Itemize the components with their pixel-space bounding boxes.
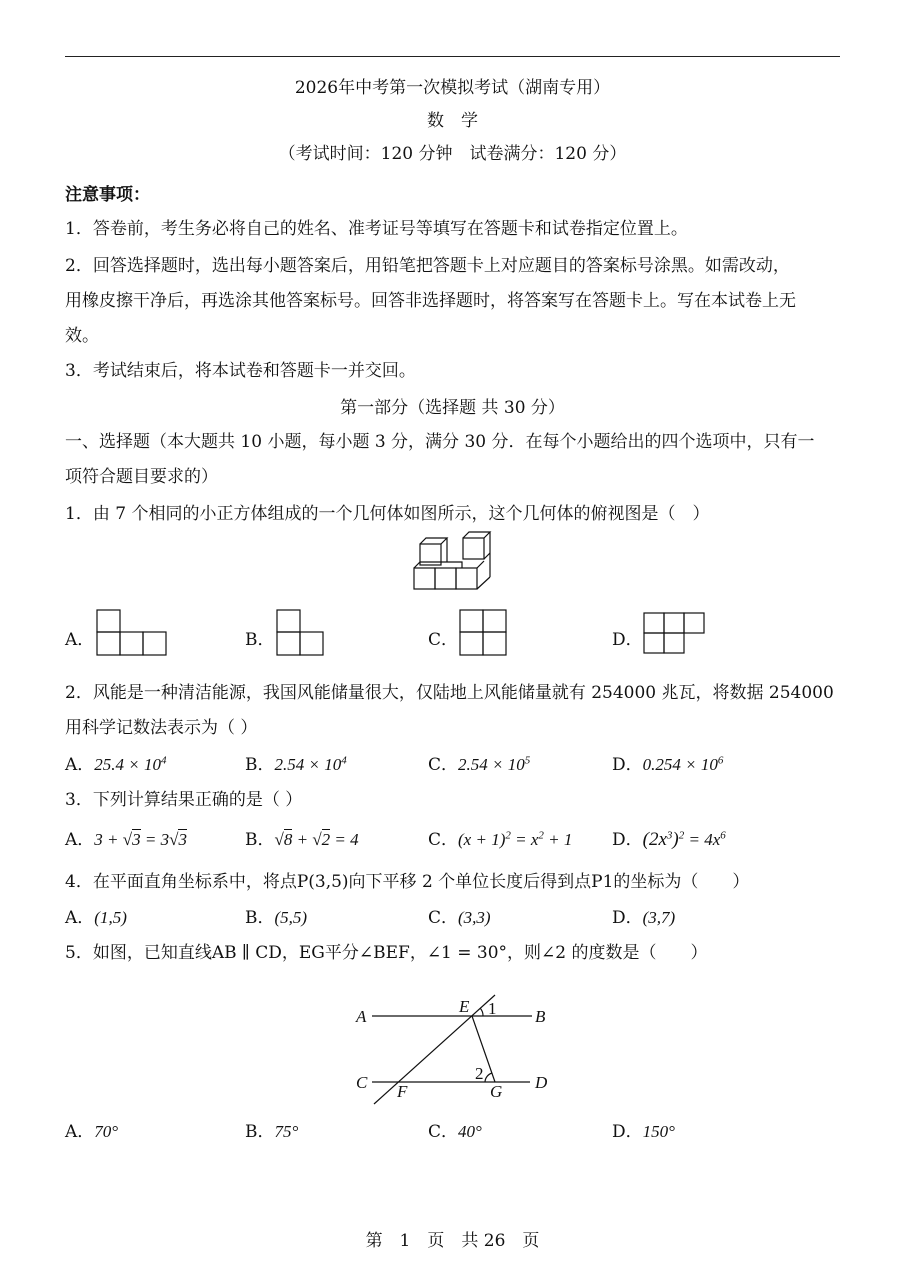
q4-option-b: B．(5,5)	[245, 908, 308, 928]
section-line-1: 一、选择题（本大题共 10 小题，每小题 3 分，满分 30 分．在每个小题给出的四个选项中，只有一	[65, 432, 815, 452]
label-f: F	[397, 1082, 408, 1101]
q1-option-c-figure	[459, 609, 509, 656]
q2-option-c: C．$2.54 \times 10^5$	[428, 754, 531, 775]
q1-option-a-figure	[96, 609, 168, 656]
notice-item-2-line2: 用橡皮擦干净后，再选涂其他答案标号。回答非选择题时，将答案写在答题卡上。写在本试卷上无	[65, 291, 796, 311]
label-b: B	[535, 1007, 546, 1026]
q3-option-a: A．3 + √3 = 3√3	[65, 830, 187, 850]
q1-option-d-label: D．	[612, 630, 643, 650]
notice-item-2-line3: 效。	[65, 326, 99, 346]
q5-parallel-lines-figure	[350, 995, 560, 1110]
q5-option-b: B．75°	[245, 1122, 299, 1142]
q1-option-a-label: A．	[65, 630, 95, 650]
q2-option-d: D．$0.254 \times 10^6$	[612, 754, 724, 775]
notice-item-2-line1: 2．回答选择题时，选出每小题答案后，用铅笔把答题卡上对应题目的答案标号涂黑。如需改动，	[65, 256, 790, 276]
q5-option-c: C．40°	[428, 1122, 482, 1142]
angle-2-arc	[485, 1073, 492, 1082]
label-e: E	[459, 997, 470, 1016]
q2-stem-line2: 用科学记数法表示为（ ）	[65, 718, 258, 738]
notice-item-3: 3．考试结束后，将本试卷和答题卡一并交回。	[65, 361, 416, 381]
header-rule	[65, 56, 840, 57]
q1-option-c-label: C．	[428, 630, 459, 650]
page-footer: 第 1 页 共 26 页	[365, 1231, 540, 1251]
part1-title: 第一部分（选择题 共 30 分）	[340, 398, 565, 418]
label-angle-1: 1	[488, 999, 497, 1018]
subject-title: 数 学	[427, 111, 478, 131]
q5-option-d: D．150°	[612, 1122, 675, 1142]
q1-option-b-label: B．	[245, 630, 275, 650]
angle-1-arc	[480, 1008, 483, 1016]
q4-stem: 4．在平面直角坐标系中，将点P(3,5)向下平移 2 个单位长度后得到点P1的坐标为（ ）	[65, 872, 750, 892]
exam-title: 2026年中考第一次模拟考试（湖南专用）	[294, 78, 611, 98]
label-a: A	[356, 1007, 367, 1026]
q1-option-b-figure	[276, 609, 326, 656]
label-angle-2: 2	[475, 1064, 484, 1083]
notice-item-1: 1．答卷前，考生务必将自己的姓名、准考证号等填写在答题卡和试卷指定位置上。	[65, 219, 688, 239]
q3-option-c: C．$(x + 1)^2 = x^2 + 1$	[428, 829, 573, 850]
q2-option-a: A．$25.4 \times 10^4$	[65, 754, 167, 775]
q3-option-b: B．√8 + √2 = 4	[245, 830, 359, 850]
q4-option-c: C．(3,3)	[428, 908, 491, 928]
exam-info: （考试时间：120 分钟 试卷满分：120 分）	[278, 144, 627, 164]
transversal-ef	[374, 995, 495, 1104]
q1-stem: 1．由 7 个相同的小正方体组成的一个几何体如图所示，这个几何体的俯视图是（ ）	[65, 504, 710, 524]
notice-heading: 注意事项：	[65, 185, 150, 205]
q5-option-a: A．70°	[65, 1122, 119, 1142]
q4-option-d: D．(3,7)	[612, 908, 676, 928]
section-line-2: 项符合题目要求的）	[65, 467, 218, 487]
q2-stem-line1: 2．风能是一种清洁能源，我国风能储量很大，仅陆地上风能储量就有 254000 兆瓦，将数据 254000	[65, 683, 834, 703]
label-c: C	[356, 1073, 368, 1092]
q5-stem: 5．如图，已知直线AB ∥ CD，EG平分∠BEF，∠1 = 30°，则∠2 的度数是（ ）	[65, 943, 708, 963]
label-d: D	[535, 1073, 548, 1092]
q1-option-d-figure	[643, 612, 707, 655]
q4-option-a: A．(1,5)	[65, 908, 127, 928]
q3-option-d: D．$(2x^3)^2 = 4x^6$	[612, 829, 726, 850]
sqrt-sign: √	[122, 830, 133, 849]
q1-cube-figure	[410, 532, 490, 594]
label-g: G	[490, 1082, 503, 1101]
q2-option-b: B．$2.54 \times 10^4$	[245, 754, 347, 775]
q3-stem: 3．下列计算结果正确的是（ ）	[65, 790, 303, 810]
